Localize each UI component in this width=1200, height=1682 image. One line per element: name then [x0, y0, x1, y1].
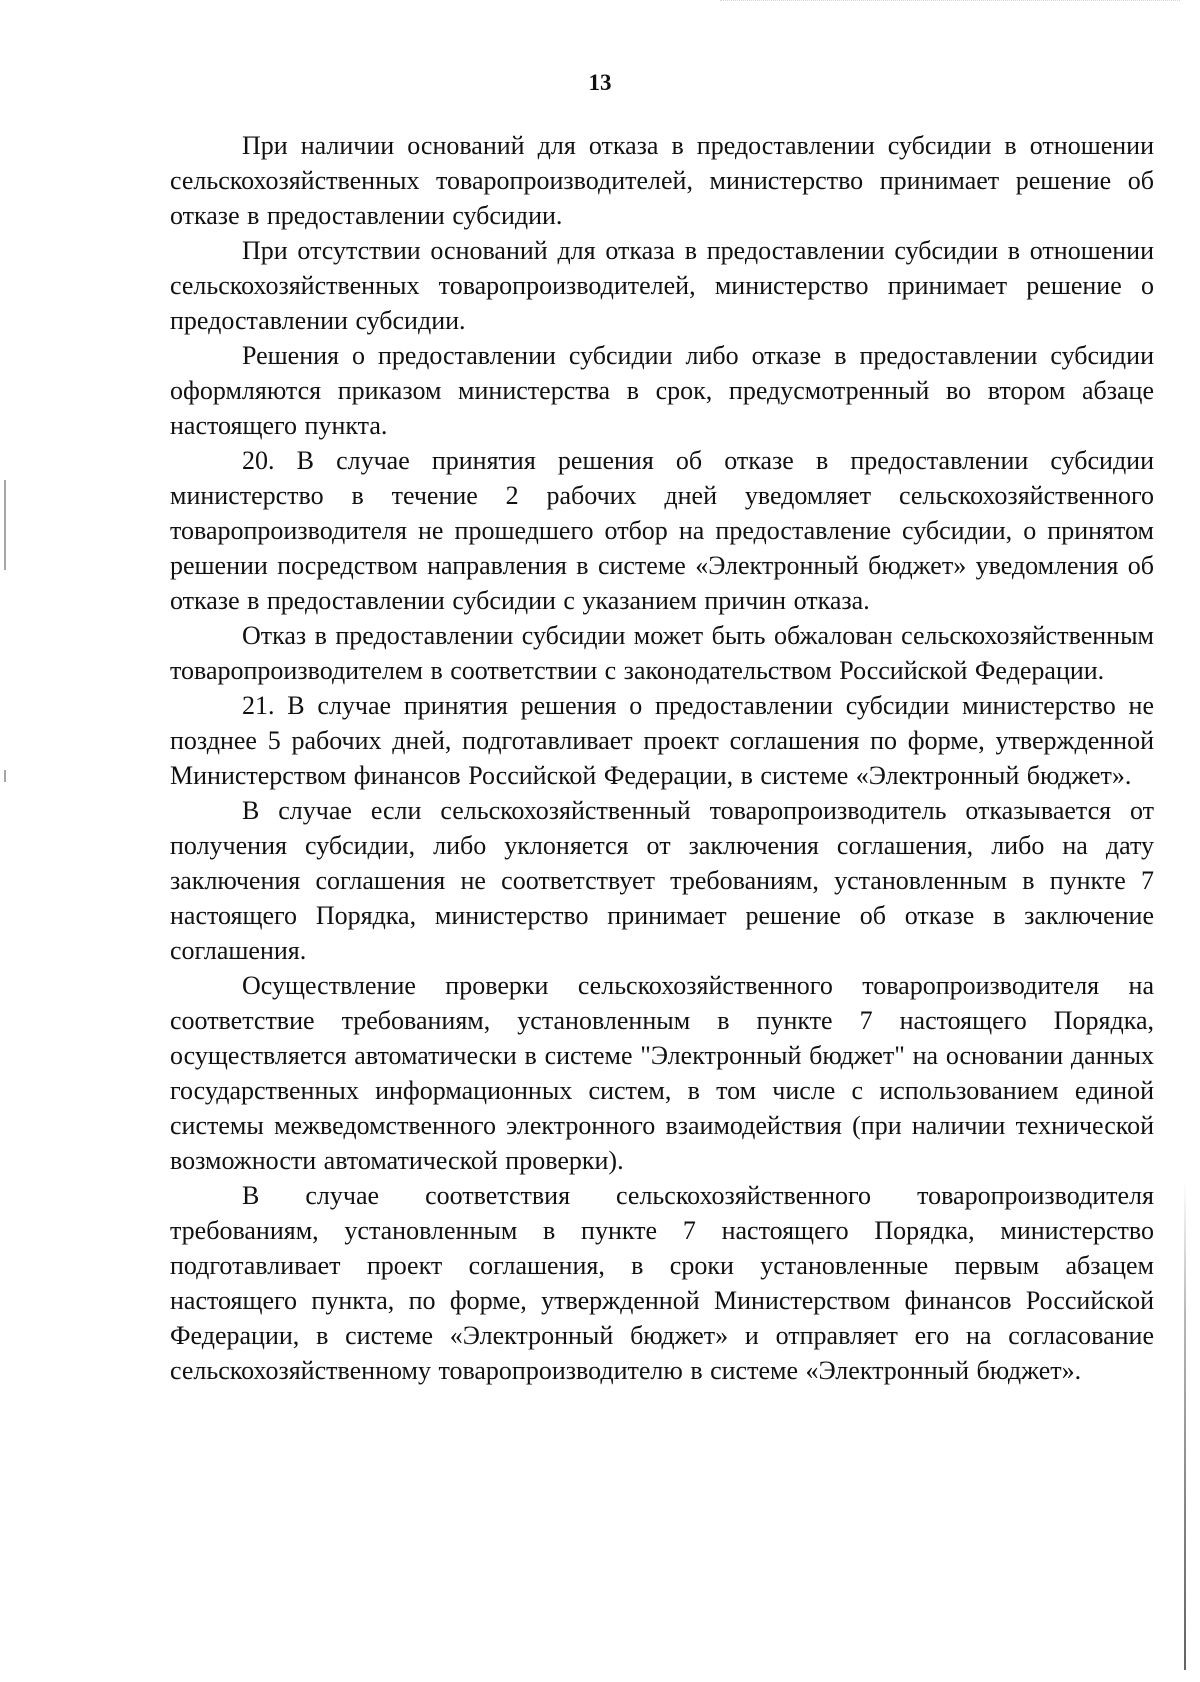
- document-body: [170, 128, 1154, 1388]
- scan-artifact-right-edge: [1184, 40, 1186, 1670]
- scan-artifact-top: [720, 0, 1180, 11]
- paragraph-agreement-refusal: В случае если сельскохозяйственный товаропроизводитель отказывается от получения субсидии, либо уклоняется от заключения соглашения, либо на дату заключения соглашения не соответствует требованиям, установленным в пункте 7 настоящего Порядка, министерство принимает решение об отказе в заключение соглашения.: [170, 796, 1154, 965]
- scan-artifact-left-edge: [4, 480, 6, 570]
- paragraph-agreement-preparation: В случае соответствия сельскохозяйственного товаропроизводителя требованиям, установленным в пункте 7 настоящего Порядка, министерство подготавливает проект соглашения, в сроки установленные первым абзацем настоящего пункта, по форме, утвержденной Министерством финансов Российской Федерации, в системе «Электронный бюджет» и отправляет его на согласование сельскохозяйственному товаропроизводителю в системе «Электронный бюджет».: [170, 1181, 1154, 1385]
- paragraph-refusal-grounds: При наличии оснований для отказа в предоставлении субсидии в отношении сельскохозяйственных товаропроизводителей, министерство принимает решение об отказе в предоставлении субсидии.: [170, 131, 1154, 230]
- paragraph-item-20: 20. В случае принятия решения об отказе в предоставлении субсидии министерство в течение 2 рабочих дней уведомляет сельскохозяйственного товаропроизводителя не прошедшего отбор на предоставление субсидии, о принятом решении посредством направления в системе «Электронный бюджет» уведомления об отказе в предоставлении субсидии с указанием причин отказа.: [170, 446, 1154, 615]
- paragraph-decision-order: Решения о предоставлении субсидии либо отказе в предоставлении субсидии оформляются приказом министерства в срок, предусмотренный во втором абзаце настоящего пункта.: [170, 341, 1154, 440]
- paragraph-grant-decision: При отсутствии оснований для отказа в предоставлении субсидии в отношении сельскохозяйственных товаропроизводителей, министерство принимает решение о предоставлении субсидии.: [170, 236, 1154, 335]
- paragraph-item-21: 21. В случае принятия решения о предоставлении субсидии министерство не позднее 5 рабочих дней, подготавливает проект соглашения по форме, утвержденной Министерством финансов Российской Федерации, в системе «Электронный бюджет».: [170, 691, 1154, 790]
- page-number: 13: [588, 70, 612, 95]
- scan-artifact-left-mark: [4, 770, 6, 782]
- paragraph-automatic-check: Осуществление проверки сельскохозяйственного товаропроизводителя на соответствие требованиям, установленным в пункте 7 настоящего Порядка, осуществляется автоматически в системе "Электронный бюджет" на основании данных государственных информационных систем, в том числе с использованием единой системы межведомственного электронного взаимодействия (при наличии технической возможности автоматической проверки).: [170, 971, 1154, 1175]
- paragraph-appeal: Отказ в предоставлении субсидии может быть обжалован сельскохозяйственным товаропроизводителем в соответствии с законодательством Российской Федерации.: [170, 621, 1154, 685]
